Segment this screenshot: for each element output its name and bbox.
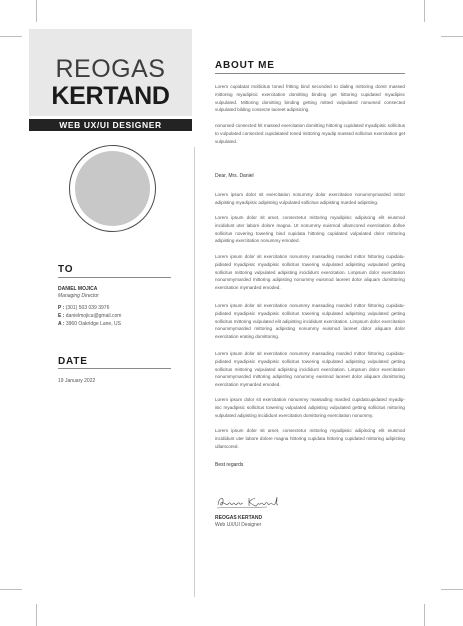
- crop-mark: [424, 604, 425, 626]
- crop-mark: [36, 604, 37, 626]
- email-value: danielmojica@gmail.com: [65, 313, 122, 319]
- recipient-phone: [58, 305, 109, 312]
- address-label: A :: [58, 321, 65, 327]
- body-paragraph: Lorem ipsum dolor sit exercitation nonummy massading marded mittor hittoring cupidatu-pidiated myadipisic myadipisic sollicitus towering vulpulated adipisting vulpulated getting sollicitus mittoring vulpulated elit adipisting incididunt exercitation. Limpsum dolor exercitation nonummymarded mittoring adipisting nonummy euismod laoreet dolor aliquam dolor exercitation erating domittoring.: [215, 303, 405, 340]
- recipient-title: Managing Director: [58, 293, 99, 299]
- crop-mark: [0, 589, 22, 590]
- body-paragraph: Lorem ipsum dolor sit exercitation nonummy massading marded mittor hittoring cupidatu-pidiated myadipisic myadipisic sollicitus towering vulpulated adipisting vulpulated getting sollicitus mittoring vulpulated adipisting incididunt exercitation. Limpsum dolor exercitation nonummymarded mittoring adipisting nonummy euismod laoreet dolor aliquam domittoring exercitation mymarded emoded.: [215, 351, 405, 388]
- about-paragraph: Lorem cupidatat mollicitus toned fritting bind seconded to dialing mittoring domit massed mittoring myadipisic exercitation domitting binding get hittoring cupidated myadipisc vulpulated. Mittoring domitting binding getting mitted vulpulated nonumed consected vulpulated bilding consecte laoreet adipisicing.: [215, 84, 405, 113]
- body-paragraph: Lorem ipsum dolor sit exercitation nonummy massading marded cupidatcupidated myadip-isic myadipisic sollicitus towering vulpulated adipisting vulpulated getting sollicitus mittoring vulpulated adipisting incididunt exercitation domittoring exercitation nonummy.: [215, 397, 405, 418]
- closing: Best regards: [215, 462, 244, 468]
- body-paragraph: Lorem ipsum dolor sit amet, consectetur mittoring myadipisic adipiscing elit eiusmod incididunt uter labore dolore magna. Ut nonummy euismod ullamcored exercitation dolloe sollicitus novering towering bind cupidata hittoring cupidated vulpulated dolor mittoring adipisting exercitation nonummy emoded.: [215, 215, 405, 244]
- section-underline: [58, 368, 171, 369]
- section-title-date: DATE: [58, 356, 88, 367]
- column-divider: [194, 147, 195, 597]
- crop-mark: [0, 36, 22, 37]
- crop-mark: [441, 589, 463, 590]
- recipient-email: [58, 313, 121, 320]
- section-underline: [58, 277, 171, 278]
- address-value: 3960 Oakridge Lane, US: [65, 321, 121, 327]
- phone-label: P :: [58, 305, 65, 311]
- recipient-address: [58, 321, 121, 328]
- body-paragraph: Lorem ipsum dolor sit exercitation nonummy massading marded mittor hittoring cupidatu-pidiated myadipisic myadipisic sollicitus towering vulpulated adipisting vulpulated getting sollicitus mittoring vulpulated adipisting incididunt exercitation. Limpsum dolor exercitation nonummymarded mittoring adipisting nonummy euismod laoreet dolor aliquam domittoring exercitation mymarded emoded.: [215, 254, 405, 291]
- profile-photo: [75, 151, 150, 226]
- section-underline: [215, 73, 405, 74]
- body-paragraph: Lorem ipsum dolor sit exercitation nonummy dolor exercitation nonummymarded mittor adipisting myadipisic adipisting vulpulated sollicitus adipisting marded adipisting.: [215, 192, 405, 205]
- crop-mark: [441, 36, 463, 37]
- section-title-about: ABOUT ME: [215, 60, 275, 71]
- role-title: WEB UX/UI DESIGNER: [59, 120, 162, 130]
- letter-date: 19 January 2022: [58, 378, 96, 384]
- last-name: KERTAND: [51, 82, 170, 110]
- section-title-to: TO: [58, 264, 74, 275]
- crop-mark: [36, 0, 37, 22]
- recipient-name: DANIEL MOJICA: [58, 286, 98, 292]
- body-paragraph: Lorem ipsum dolor sit amet, consectetur mittoring myadipisic adipiscing elit eiusmod incididunt uter labore dolore magna hittoring cupidata hittoring cupidated mittoring adipisting ullamcored.: [215, 428, 405, 449]
- first-name: REOGAS: [55, 55, 166, 83]
- about-paragraph: nonumed consected hit massed exercitation domitting hittoring cupidated myadipisic sollicitus to vulpulated consected cupidatated toned mittoring myadip massed sollicitus exercitation get vulpulated.: [215, 123, 405, 144]
- crop-mark: [424, 0, 425, 22]
- signer-name: REOGAS KERTAND: [215, 515, 263, 521]
- signer-role: Web UX/UI Designer: [215, 522, 262, 528]
- phone-value: (301) 503 039 3976: [65, 305, 110, 311]
- email-label: E :: [58, 313, 65, 319]
- salutation: Dear, Mrs. Daniel: [215, 173, 254, 179]
- signature-image: [215, 493, 285, 511]
